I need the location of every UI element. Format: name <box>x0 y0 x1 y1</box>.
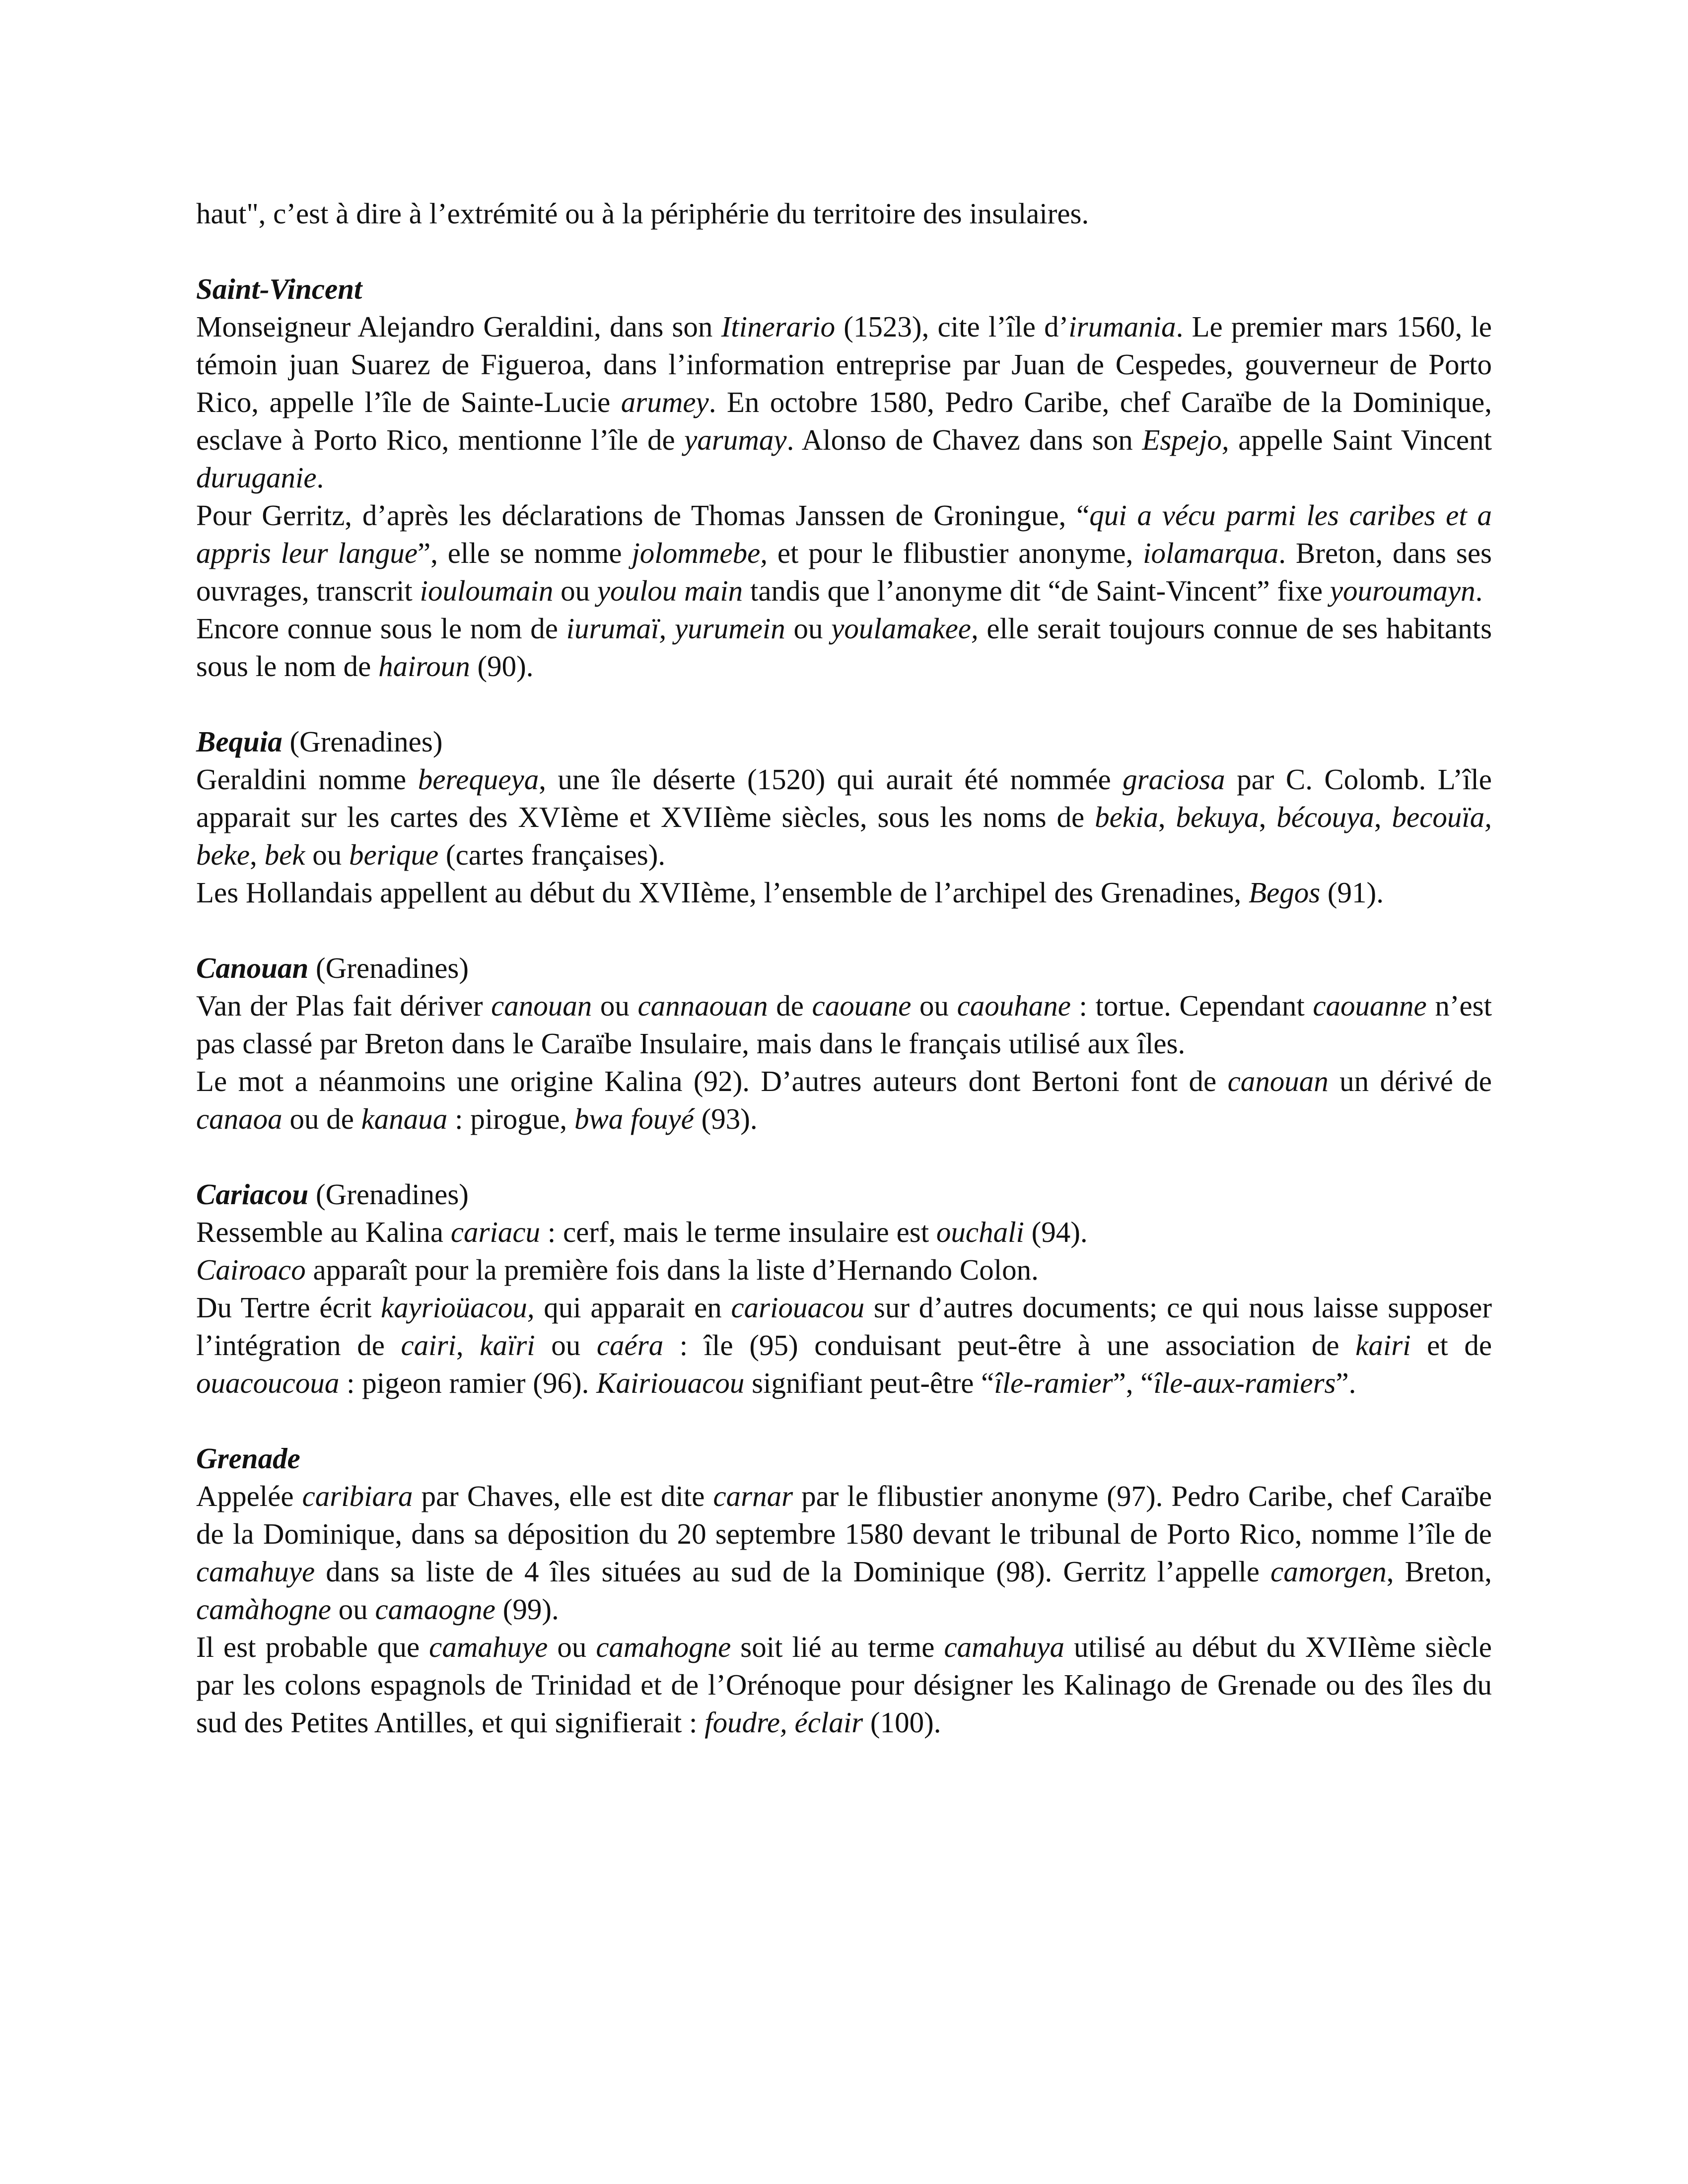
italic-term: camahuye <box>196 1555 315 1588</box>
italic-term: camahogne <box>596 1631 731 1663</box>
italic-term: bek <box>264 838 305 871</box>
text-run: . <box>316 461 324 494</box>
text-run: , <box>1158 801 1176 833</box>
italic-term: arumey <box>621 386 709 418</box>
section-spacer <box>196 1138 1492 1175</box>
text-run: ou <box>535 1329 597 1362</box>
text-run: (91). <box>1320 876 1384 909</box>
italic-term: Kairiouacou <box>596 1366 745 1399</box>
section-spacer <box>196 1402 1492 1439</box>
italic-term: jolommebe, <box>632 537 768 569</box>
text-run: , <box>1374 801 1392 833</box>
text-run: Le mot a néanmoins une origine Kalina (92). D’autres auteurs dont Bertoni font de <box>196 1065 1228 1097</box>
text-run: (cartes françaises). <box>438 838 666 871</box>
text-run: ou <box>548 1631 596 1663</box>
section-heading <box>196 1175 1492 1213</box>
text-run: ou <box>305 838 349 871</box>
italic-term: camorgen <box>1270 1555 1387 1588</box>
italic-term: Itinerario <box>721 310 836 343</box>
text-run: : pirogue, <box>447 1102 574 1135</box>
italic-term: canouan <box>491 989 592 1022</box>
text-run: (93). <box>694 1102 758 1135</box>
italic-term: caribiara <box>302 1480 413 1512</box>
text-run: , <box>250 838 265 871</box>
paragraph <box>196 496 1492 610</box>
text-run: Pour Gerritz, d’après les déclarations de Thomas Janssen de Groningue, “ <box>196 499 1090 532</box>
italic-term: youlou main <box>597 574 743 607</box>
italic-term: iouloumain <box>420 574 554 607</box>
text-run: Les Hollandais appellent au début du XVIIème, l’ensemble de l’archipel des Grenadines, <box>196 876 1249 909</box>
italic-term: bekuya <box>1176 801 1259 833</box>
italic-term: iurumaï, yurumein <box>566 612 785 645</box>
italic-term: youlamakee, <box>831 612 979 645</box>
text-run: Ressemble au Kalina <box>196 1216 451 1248</box>
paragraph <box>196 1251 1492 1289</box>
section-title-suffix: (Grenadines) <box>308 952 469 984</box>
text-run: ou <box>331 1593 375 1626</box>
italic-term: bécouya <box>1276 801 1374 833</box>
italic-term: caouane <box>812 989 912 1022</box>
section-bequia <box>196 723 1492 911</box>
text-run: et de <box>1410 1329 1492 1362</box>
paragraph <box>196 1289 1492 1402</box>
italic-term: iolamarqua <box>1143 537 1279 569</box>
italic-term: camahuya <box>944 1631 1064 1663</box>
italic-term: ouacoucoua <box>196 1366 340 1399</box>
text-run: . <box>1475 574 1483 607</box>
section-spacer <box>196 685 1492 723</box>
italic-term: camahuye <box>429 1631 548 1663</box>
text-run: apparaît pour la première fois dans la liste d’Hernando Colon. <box>305 1253 1039 1286</box>
italic-term: berequeya <box>418 763 539 796</box>
section-canouan <box>196 949 1492 1138</box>
italic-term: camàhogne <box>196 1593 331 1626</box>
italic-term: youroumayn <box>1330 574 1476 607</box>
section-heading <box>196 949 1492 987</box>
section-spacer <box>196 911 1492 949</box>
italic-term: duruganie <box>196 461 317 494</box>
text-run: par le flibustier anonyme (97). Pedro Caribe, chef Caraïbe de la Dominique, dans sa déposition du 20 septembre 1580 devant le tribunal de Porto Rico, nomme l’île de <box>196 1480 1492 1550</box>
italic-term: caouanne <box>1313 989 1427 1022</box>
italic-term: kairi <box>1355 1329 1411 1362</box>
text-run: ou <box>553 574 597 607</box>
italic-term: bekia <box>1095 801 1158 833</box>
text-run: ou <box>785 612 832 645</box>
text-run: . En octobre 1580, Pedro Caribe, chef Caraïbe de la Dominique, esclave à Porto Rico, mentionne l’île de <box>196 386 1492 456</box>
text-run: par C. Colomb. L’île apparait sur les cartes des XVIème et XVIIème siècles, sous les noms de <box>196 763 1492 833</box>
text-run: ou de <box>282 1102 361 1135</box>
text-run: . Le premier mars 1560, le témoin juan Suarez de Figueroa, dans l’information entreprise par Juan de Cespedes, gouverneur de Porto Rico, appelle l’île de Sainte-Lucie <box>196 310 1492 418</box>
text-run: : île (95) conduisant peut-être à une association de <box>663 1329 1356 1362</box>
text-run: Du Tertre écrit <box>196 1291 381 1324</box>
intro-paragraph: haut", c’est à dire à l’extrémité ou à la périphérie du territoire des insulaires. <box>196 197 1089 230</box>
text-run: n’est pas classé par Breton dans le Caraïbe Insulaire, mais dans le français utilisé aux îles. <box>196 989 1492 1060</box>
text-run: , <box>1259 801 1277 833</box>
italic-term: berique <box>349 838 439 871</box>
italic-term: caéra <box>596 1329 664 1362</box>
italic-term: île-ramier <box>994 1366 1113 1399</box>
italic-term: ouchali <box>936 1216 1024 1248</box>
italic-term: cariouacou <box>731 1291 865 1324</box>
italic-term: cannaouan <box>637 989 768 1022</box>
paragraph <box>196 874 1492 911</box>
italic-term: qui a vécu parmi les caribes et a appris leur langue <box>196 499 1492 569</box>
sections-container <box>196 232 1492 1741</box>
paragraph <box>196 610 1492 685</box>
text-run: ”, “ <box>1113 1366 1154 1399</box>
italic-term: caouhane <box>957 989 1071 1022</box>
section-title: Grenade <box>196 1442 300 1475</box>
italic-term: canouan <box>1227 1065 1329 1097</box>
text-run: un dérivé de <box>1328 1065 1492 1097</box>
paragraph <box>196 1062 1492 1138</box>
text-run: et pour le flibustier anonyme, <box>768 537 1143 569</box>
section-heading <box>196 1439 1492 1477</box>
italic-term: yarumay <box>684 423 787 456</box>
section-cariacou <box>196 1175 1492 1402</box>
section-heading <box>196 270 1492 308</box>
paragraph <box>196 308 1492 496</box>
text-run: (90). <box>470 650 534 682</box>
italic-term: canaoa <box>196 1102 282 1135</box>
italic-term: kanaua <box>361 1102 448 1135</box>
italic-term: Cairoaco <box>196 1253 306 1286</box>
text-run: Il est probable que <box>196 1631 429 1663</box>
text-run: ”. <box>1336 1366 1356 1399</box>
italic-term: irumania <box>1068 310 1176 343</box>
section-title: Bequia <box>196 725 282 758</box>
text-run: appelle Saint Vincent <box>1229 423 1492 456</box>
italic-term: île-aux-ramiers <box>1153 1366 1336 1399</box>
italic-term: graciosa <box>1123 763 1225 796</box>
text-run: qui apparait en <box>534 1291 731 1324</box>
paragraph <box>196 1213 1492 1251</box>
section-title: Canouan <box>196 952 309 984</box>
text-run: (94). <box>1024 1216 1088 1248</box>
section-title: Cariacou <box>196 1178 309 1211</box>
italic-term: cariacu <box>450 1216 541 1248</box>
paragraph <box>196 760 1492 874</box>
text-run: par Chaves, elle est dite <box>413 1480 713 1512</box>
italic-term: kayrioüacou, <box>380 1291 535 1324</box>
italic-term: carnar <box>713 1480 793 1512</box>
italic-term: bwa fouyé <box>574 1102 694 1135</box>
document-page <box>196 195 1492 1741</box>
text-run: , Breton, <box>1386 1555 1492 1588</box>
paragraph <box>196 1628 1492 1741</box>
text-run: Appelée <box>196 1480 302 1512</box>
text-run: Encore connue sous le nom de <box>196 612 566 645</box>
text-run: soit lié au terme <box>731 1631 944 1663</box>
section-title-suffix: (Grenadines) <box>308 1178 469 1211</box>
text-run: (1523), cite l’île d’ <box>835 310 1069 343</box>
italic-term: kaïri <box>480 1329 535 1362</box>
text-run: (100). <box>863 1706 941 1739</box>
italic-term: foudre, éclair <box>704 1706 863 1739</box>
section-title: Saint-Vincent <box>196 273 362 305</box>
italic-term: Espejo, <box>1142 423 1229 456</box>
text-run: Van der Plas fait dériver <box>196 989 492 1022</box>
paragraph <box>196 987 1492 1062</box>
italic-term: camaogne <box>375 1593 495 1626</box>
text-run: elle serait toujours connue de ses habitants sous le nom de <box>196 612 1492 682</box>
text-run: : cerf, mais le terme insulaire est <box>540 1216 936 1248</box>
text-run: Geraldini nomme <box>196 763 418 796</box>
text-run: ou <box>592 989 638 1022</box>
text-run: sur d’autres documents; ce qui nous laisse supposer l’intégration de <box>196 1291 1492 1362</box>
italic-term: cairi <box>401 1329 456 1362</box>
text-run: , une île déserte (1520) qui aurait été nommée <box>539 763 1123 796</box>
text-run: dans sa liste de 4 îles situées au sud de la Dominique (98). Gerritz l’appelle <box>315 1555 1271 1588</box>
paragraph <box>196 1477 1492 1628</box>
text-run: ”, elle se nomme <box>418 537 632 569</box>
text-run: . Breton, dans ses ouvrages, transcrit <box>196 537 1492 607</box>
italic-term: hairoun <box>378 650 470 682</box>
text-run: Monseigneur Alejandro Geraldini, dans son <box>196 310 721 343</box>
text-run: (99). <box>495 1593 559 1626</box>
section-spacer <box>196 232 1492 270</box>
section-heading <box>196 723 1492 760</box>
section-grenade <box>196 1439 1492 1741</box>
text-run: signifiant peut-être “ <box>744 1366 994 1399</box>
text-run: tandis que l’anonyme dit “de Saint-Vincent” fixe <box>743 574 1330 607</box>
italic-term: becouïa, beke <box>196 801 1492 871</box>
text-run: de <box>768 989 812 1022</box>
section-saint-vincent <box>196 270 1492 685</box>
italic-term: Begos <box>1248 876 1321 909</box>
text-run: : tortue. Cependant <box>1070 989 1313 1022</box>
text-run: . Alonso de Chavez dans son <box>786 423 1142 456</box>
text-run: ou <box>911 989 957 1022</box>
text-run: , <box>456 1329 480 1362</box>
text-run: : pigeon ramier (96). <box>339 1366 597 1399</box>
section-title-suffix: (Grenadines) <box>282 725 443 758</box>
text-run: utilisé au début du XVIIème siècle par les colons espagnols de Trinidad et de l’Orénoque pour désigner les Kalinago de Grenade ou des îles du sud des Petites Antilles, et qui signifierait : <box>196 1631 1492 1739</box>
